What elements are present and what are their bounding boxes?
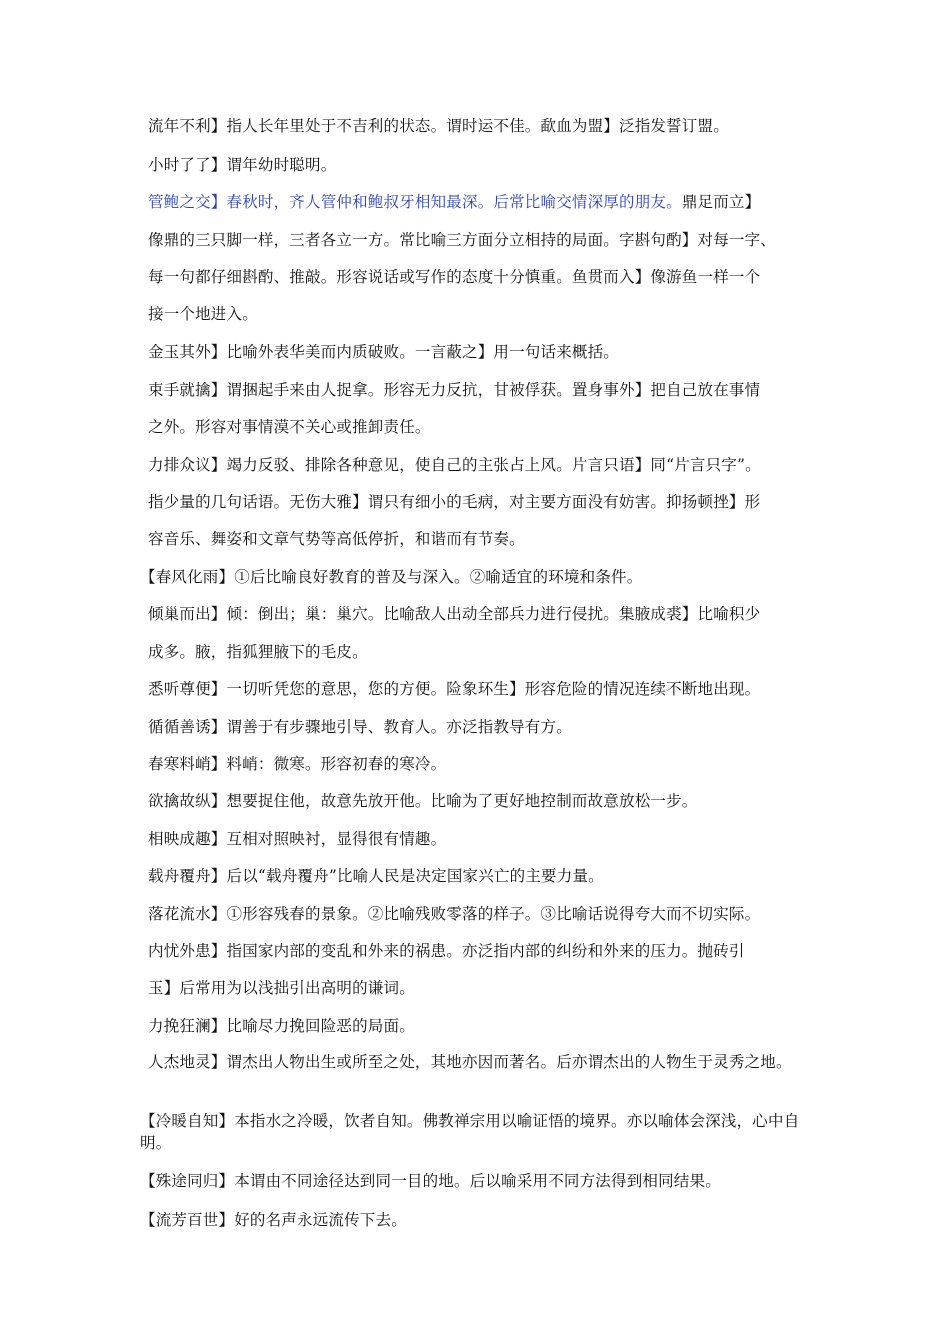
entry-line-5: 每一句都仔细斟酌、推敲。形容说话或写作的态度十分慎重。鱼贯而入】像游鱼一样一个 (148, 268, 761, 286)
entry-line-10: 力排众议】竭力反驳、排除各种意见，使自己的主张占上风。片言只语】同“片言只字”。 (148, 456, 761, 474)
entry-line-24: 玉】后常用为以浅拙引出高明的谦词。 (148, 979, 415, 997)
entry-line-19: 欲擒故纵】想要捉住他，故意先放开他。比喻为了更好地控制而故意放松一步。 (148, 792, 698, 810)
entry-line-9: 之外。形容对事情漠不关心或推卸责任。 (148, 418, 431, 436)
entry-line-1: 流年不利】指人长年里处于不吉利的状态。谓时运不佳。歃血为盟】泛指发誓订盟。 (148, 117, 729, 135)
entry-line-27: 【冷暖自知】本指水之冷暖，饮者自知。佛教禅宗用以喻证悟的境界。亦以喻体会深浅，心中自明。 (140, 1112, 800, 1152)
entry-line-16: 悉听尊便】一切听凭您的意思，您的方便。险象环生】形容危险的情况连续不断地出现。 (148, 680, 761, 698)
highlighted-entry: 管鲍之交】春秋时，齐人管仲和鲍叔牙相知最深。后常比喻交情深厚的朋友。 (148, 193, 682, 211)
entry-line-3 (148, 192, 838, 212)
entry-line-21: 载舟覆舟】后以“载舟覆舟”比喻人民是决定国家兴亡的主要力量。 (148, 867, 604, 885)
entry-line-22: 落花流水】①形容残春的景象。②比喻残败零落的样子。③比喻话说得夸大而不切实际。 (148, 905, 761, 923)
entry-line-12: 容音乐、舞姿和文章气势等高低停折，和谐而有节奏。 (148, 530, 525, 548)
entry-line-26: 人杰地灵】谓杰出人物出生或所至之处，其地亦因而著名。后亦谓杰出的人物生于灵秀之地。 (148, 1053, 792, 1071)
entry-line-14: 倾巢而出】倾：倒出；巢：巢穴。比喻敌人出动全部兵力进行侵扰。集腋成裘】比喻积少 (148, 605, 761, 623)
entry-line-11: 指少量的几句话语。无伤大雅】谓只有细小的毛病，对主要方面没有妨害。抑扬顿挫】形 (148, 493, 761, 511)
entry-line-17: 循循善诱】谓善于有步骤地引导、教育人。亦泛指教导有方。 (148, 718, 572, 736)
entry-line-6: 接一个地进入。 (148, 305, 258, 323)
entry-line-2: 小时了了】谓年幼时聪明。 (148, 156, 337, 174)
entry-line-7: 金玉其外】比喻外表华美而内质破败。一言蔽之】用一句话来概括。 (148, 343, 620, 361)
entry-line-8: 束手就擒】谓捆起手来由人捉拿。形容无力反抗，甘被俘获。置身事外】把自己放在事情 (148, 381, 761, 399)
entry-line-23: 内忧外患】指国家内部的变乱和外来的祸患。亦泛指内部的纠纷和外来的压力。抛砖引 (148, 942, 745, 960)
entry-line-18: 春寒料峭】料峭：微寒。形容初春的寒冷。 (148, 755, 447, 773)
entry-line-15: 成多。腋，指狐狸腋下的毛皮。 (148, 643, 368, 661)
entry-line-29: 【流芳百世】好的名声永远流传下去。 (140, 1211, 407, 1229)
entry-line-25: 力挽狂澜】比喻尽力挽回险恶的局面。 (148, 1017, 415, 1035)
entry-line-20: 相映成趣】互相对照映衬，显得很有情趣。 (148, 830, 447, 848)
entry-line-4: 像鼎的三只脚一样，三者各立一方。常比喻三方面分立相持的局面。字斟句酌】对每一字、 (148, 231, 777, 249)
entry-line-13: 【春风化雨】①后比喻良好教育的普及与深入。②喻适宜的环境和条件。 (140, 568, 643, 586)
entry-line-28: 【殊途同归】本谓由不同途径达到同一目的地。后以喻采用不同方法得到相同结果。 (140, 1172, 721, 1190)
entry-continuation: 鼎足而立】 (681, 193, 761, 211)
